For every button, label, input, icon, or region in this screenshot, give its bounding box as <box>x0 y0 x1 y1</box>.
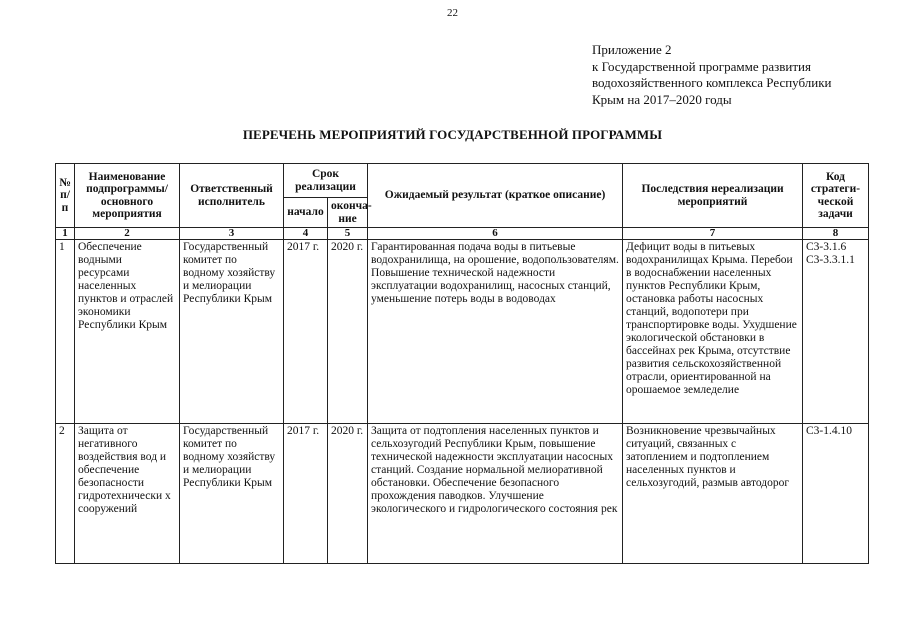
column-number: 1 <box>56 228 75 240</box>
column-number: 4 <box>284 228 328 240</box>
appendix-line: Приложение 2 <box>592 42 672 57</box>
responsible-executor: Государственный комитет по водному хозяйству и мелиорации Республики Крым <box>180 424 284 564</box>
document-title: ПЕРЕЧЕНЬ МЕРОПРИЯТИЙ ГОСУДАРСТВЕННОЙ ПРОГРАММЫ <box>242 127 663 142</box>
header-num: № п/п <box>56 164 75 228</box>
header-consequences: Последствия нереализации мероприятий <box>623 164 803 228</box>
consequences: Дефицит воды в питьевых водохранилищах Крыма. Перебои в водоснабжении населенных пунктов Республики Крым, остановка работы насосных станций, водопотери при транспортировке воды. Ухудшение экологической обстановки в бассейнах рек Крыма, отсутствие развития сельскохозяйственной отрасли, ориентированной на орошаемое земледелие <box>623 240 803 424</box>
row-number: 2 <box>56 424 75 564</box>
appendix-line: Крым на 2017–2020 годы <box>592 91 732 107</box>
expected-result: Защита от подтопления населенных пунктов и сельхозугодий Республики Крым, повышение технической надежности эксплуатации насосных станций. Создание нормальной мелиоративной обстановки. Обеспечение безопасного прохождения паводков. Улучшение экологического и гидрологического состояния рек <box>368 424 623 564</box>
header-term: Срок реализации <box>284 164 368 198</box>
measure-name: Защита от негативного воздействия вод и обеспечение безопасности гидротехнически х сооружений <box>75 424 180 564</box>
end-year: 2020 г. <box>328 240 368 424</box>
measure-name: Обеспечение водными ресурсами населенных пунктов и отраслей экономики Республики Крым <box>75 240 180 424</box>
expected-result: Гарантированная подача воды в питьевые водохранилища, на орошение, водопользователям. Повышение технической надежности эксплуатации водохранилищ, насосных станций, уменьшение потерь воды в водоводах <box>368 240 623 424</box>
strategic-code <box>803 424 869 564</box>
start-year: 2017 г. <box>284 240 328 424</box>
appendix-note <box>592 42 832 108</box>
page-number: 22 <box>447 7 458 19</box>
column-number: 2 <box>75 228 180 240</box>
header-name: Наименование подпрограммы/ основного мероприятия <box>75 164 180 228</box>
column-number: 8 <box>803 228 869 240</box>
appendix-line: водохозяйственного комплекса Республики <box>592 75 832 90</box>
header-end: оконча-ние <box>328 198 368 228</box>
code-line: С3-1.4.10 <box>806 425 853 437</box>
header-code: Код стратеги-ческой задачи <box>803 164 869 228</box>
appendix-line: к Государственной программе развития <box>592 58 811 74</box>
column-number: 3 <box>180 228 284 240</box>
row-number: 1 <box>56 240 75 424</box>
table-row <box>56 424 869 564</box>
header-start: начало <box>284 198 328 228</box>
column-number: 7 <box>623 228 803 240</box>
table-row <box>56 240 869 424</box>
code-line: С3-3.1.6 <box>806 241 847 253</box>
header-responsible: Ответственный исполнитель <box>180 164 284 228</box>
consequences: Возникновение чрезвычайных ситуаций, связанных с затоплением и подтоплением населенных пунктов и сельхозугодий, размыв автодорог <box>623 424 803 564</box>
responsible-executor: Государственный комитет по водному хозяйству и мелиорации Республики Крым <box>180 240 284 424</box>
strategic-code <box>803 240 869 424</box>
measures-table <box>55 163 869 564</box>
header-result: Ожидаемый результат (краткое описание) <box>368 164 623 228</box>
end-year: 2020 г. <box>328 424 368 564</box>
code-line: С3-3.3.1.1 <box>806 254 855 266</box>
start-year: 2017 г. <box>284 424 328 564</box>
column-number: 6 <box>368 228 623 240</box>
column-number: 5 <box>328 228 368 240</box>
